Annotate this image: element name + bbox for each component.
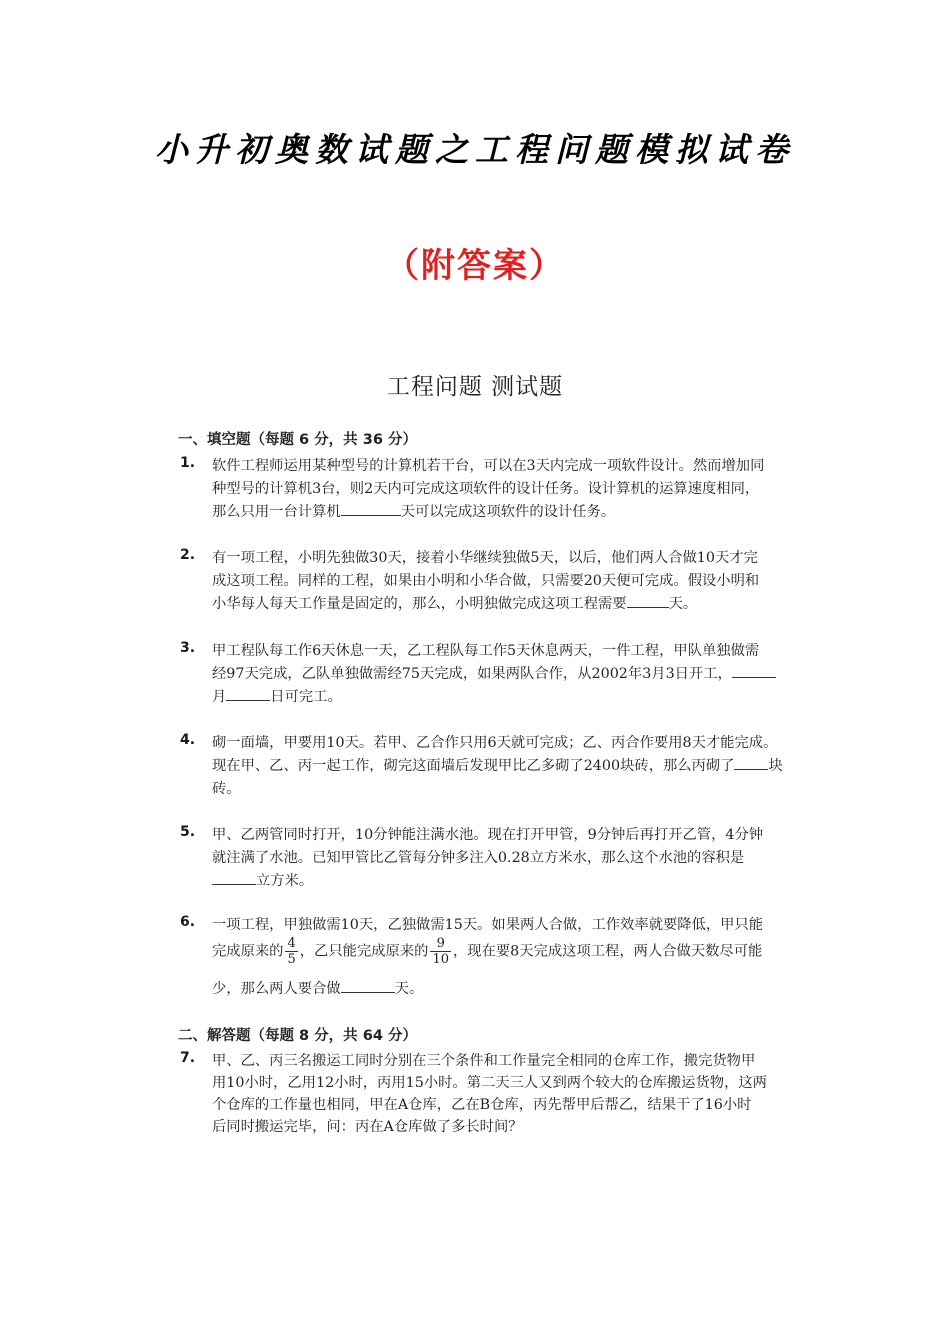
answer-blank[interactable]	[226, 686, 270, 701]
document-title: 小升初奥数试题之工程问题模拟试卷	[155, 130, 795, 169]
question-line: 个仓库的工作量也相同，甲在A仓库，乙在B仓库，丙先帮甲后帮乙，结果干了16小时	[212, 1097, 752, 1113]
question-line: 成这项工程。同样的工程，如果由小明和小华合做，只需要20天便可完成。假设小明和	[212, 573, 760, 589]
answer-blank[interactable]	[212, 870, 256, 885]
answer-blank[interactable]	[734, 755, 768, 770]
answer-blank[interactable]	[732, 663, 776, 678]
question-line: 砖。	[212, 781, 241, 797]
question-number: 4.	[180, 732, 196, 748]
question-number: 5.	[180, 824, 196, 840]
fraction-four-fifths: $\frac{4}{5}$	[287, 936, 296, 967]
question-line: 一项工程，甲独做需10天，乙独做需15天。如果两人合做，工作效率就要降低，甲只能	[212, 917, 764, 933]
question-number: 6.	[180, 914, 196, 930]
question-line: 经97天完成，乙队单独做需经75天完成，如果两队合作，从2002年3月3日开工，	[212, 663, 776, 683]
question-line: 小华每人每天工作量是固定的，那么，小明独做完成这项工程需要 天。	[212, 593, 697, 613]
question-line: 用10小时，乙用12小时，丙用15小时。第二天三人又到两个较大的仓库搬运货物，这两	[212, 1075, 767, 1091]
answer-blank[interactable]	[341, 978, 395, 993]
question-line: 完成原来的 $\frac{4}{5}$ ，乙只能完成原来的 $\frac{9}{10}$ ，现在要8天完成这项工程，两人合做天数尽可能	[212, 936, 763, 967]
question-line: 少，那么两人要合做 天。	[212, 978, 423, 998]
question-line: 就注满了水池。已知甲管比乙管每分钟多注入0.28立方米水，那么这个水池的容积是	[212, 850, 745, 866]
question-line: 那么只用一台计算机 天可以完成这项软件的设计任务。	[212, 501, 615, 521]
question-number: 1.	[180, 455, 196, 471]
document-subtitle: （附答案）	[385, 246, 565, 286]
section-problem-solving: 二、解答题（每题 8 分，共 64 分）	[178, 1028, 417, 1044]
question-line: 甲、乙两管同时打开，10分钟能注满水池。现在打开甲管，9分钟后再打开乙管，4分钟	[212, 827, 764, 843]
fraction-nine-tenths: $\frac{9}{10}$	[432, 936, 449, 967]
answer-blank[interactable]	[341, 501, 401, 516]
question-line: 月 日可完工。	[212, 686, 342, 706]
answer-blank[interactable]	[627, 593, 669, 608]
question-line: 有一项工程，小明先独做30天，接着小华继续独做5天，以后，他们两人合做10天才完	[212, 550, 758, 566]
question-number: 3.	[180, 640, 196, 656]
section-fill-in-blank: 一、填空题（每题 6 分，共 36 分）	[178, 432, 417, 448]
question-line: 甲工程队每工作6天休息一天，乙工程队每工作5天休息两天，一件工程，甲队单独做需	[212, 643, 760, 659]
question-line: 种型号的计算机3台，则2天内可完成这项软件的设计任务。设计算机的运算速度相同，	[212, 481, 760, 497]
question-line: 砌一面墙，甲要用10天。若甲、乙合作只用6天就可完成；乙、丙合作要用8天才能完成。	[212, 735, 778, 751]
question-number: 7.	[180, 1050, 196, 1066]
question-line: 软件工程师运用某种型号的计算机若干台，可以在3天内完成一项软件设计。然而增加同	[212, 458, 765, 474]
test-title: 工程问题 测试题	[386, 374, 564, 400]
question-line: 现在甲、乙、丙一起工作，砌完这面墙后发现甲比乙多砌了2400块砖，那么丙砌了 块	[212, 755, 783, 775]
question-line: 后同时搬运完毕，问：丙在A仓库做了多长时间？	[212, 1119, 523, 1135]
question-number: 2.	[180, 547, 196, 563]
question-line: 甲、乙、丙三名搬运工同时分别在三个条件和工作量完全相同的仓库工作，搬完货物甲	[212, 1053, 756, 1069]
question-line: 立方米。	[212, 870, 313, 890]
